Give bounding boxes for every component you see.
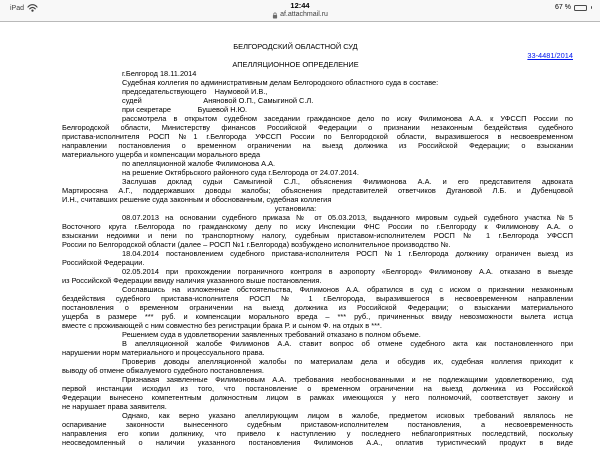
document-line: оспаривание законности вынесенного судебным приставом-исполнителем постановления, а несвоевременность xyxy=(62,420,573,429)
document-line: постановления о временном ограничении на выезд должника из Российской Федерации; о взыскании материального xyxy=(62,303,573,312)
document-line: Судебная коллегия по административным делам Белгородского областного суда в составе: xyxy=(122,78,439,87)
document-line: из Российской Федерации ввиду наличия указанного выше постановления. xyxy=(62,276,322,285)
status-bar xyxy=(0,0,600,22)
document-line: по апелляционной жалобе Филимонова А.А. xyxy=(122,159,276,168)
document-line: АПЕЛЛЯЦИОННОЕ ОПРЕДЕЛЕНИЕ xyxy=(232,60,359,69)
document-page xyxy=(0,22,600,447)
status-right xyxy=(555,4,592,11)
document-line: при секретаре Бушевой Н.Ю. xyxy=(122,105,248,114)
url-label: af.attachmail.ru xyxy=(280,11,328,18)
battery-percent-label: 67 % xyxy=(555,4,571,11)
document-line: И.Н., считавших решение суда законным и обоснованным, судебная коллегия xyxy=(62,195,332,204)
document-line: 02.05.2014 при прохождении пограничного контроля в аэропорту «Белгород» Филимонову А.А. отказано в выезде xyxy=(122,267,573,276)
document-line: Мартиросяна А.Г., поддержавших доводы жалобы; объяснения представителей ответчиков Дугановой Л.Б. и Дубенцовой xyxy=(62,186,573,195)
carrier-label: iPad xyxy=(10,4,25,12)
document-line: пристава-исполнителя РОСП №1 г.Белгорода УФССП России по Белгородской области, выразившегося в несвоевременном xyxy=(62,132,573,141)
document-line: Федерации вынесено компетентным должностным лицом в рамках имеющихся у него полномочий, соответствует закону и xyxy=(62,393,573,402)
document-line: направлении постановления о временном ограничении на выезд должника из Российской Федерации; о взыскании xyxy=(62,141,573,150)
battery-nub xyxy=(591,6,593,9)
document-line: материального ущерба и компенсации морального вреда xyxy=(62,150,261,159)
document-line: Российской Федерации. xyxy=(62,258,145,267)
address-bar[interactable] xyxy=(0,11,600,19)
document-line: судей Аняновой О.П., Самыгиной С.Л. xyxy=(122,96,314,105)
document-line: рассмотрела в открытом судебном заседании гражданское дело по иску Филимонова А.А. к УФССП России по xyxy=(122,114,573,123)
document-line: Проверив доводы апелляционной жалобы по материалам дела и обсудив их, судебная коллегия приходит к xyxy=(122,357,573,366)
clock: 12:44 xyxy=(290,1,310,10)
document-line: установила: xyxy=(274,204,317,213)
lock-icon xyxy=(272,12,278,19)
document-line: Белгородской области, Министерству финансов Российской Федерации о признании незаконным бездействия судебного xyxy=(62,123,573,132)
document-line: направления его копии должнику, что привело к наступлению у последнего неблагоприятных последствий, поскольку xyxy=(62,429,573,438)
document-line: Восточного круга г.Белгорода по гражданскому делу по иску Инспекции ФНС России по г.Белгороду к Филимонову А.А. о xyxy=(62,222,573,231)
document-line: бездействия судебного пристава-исполнителя РОСП № 1 г.Белгорода, выразившегося в несвоевременном направлении xyxy=(62,294,573,303)
document-line: вместе с проживающей с ним совместно без регистрации брака Р. и сыном Ф. на отдых в ***. xyxy=(62,321,382,330)
document-line: первой инстанции исходил из того, что постановление о временном ограничении на выезд должника из Российской xyxy=(62,384,573,393)
document-line: председательствующего Наумовой И.В., xyxy=(122,87,268,96)
document-line: России по Белгородской области (далее – РОСП №1 г.Белгорода) возбуждено исполнительное производство №. xyxy=(62,240,451,249)
document-line: нарушении норм материального и процессуального права. xyxy=(62,348,265,357)
document-line: взыскании недоимки и пени по транспортному налогу, судебным приставом-исполнителем РОСП № 1 г.Белгорода УФССП xyxy=(62,231,573,240)
document-line: 18.04.2014 постановлением судебного пристава-исполнителя РОСП №1 г.Белгорода должнику ограничен выезд из xyxy=(122,249,573,258)
document-line: на решение Октябрьского районного суда г.Белгорода от 24.07.2014. xyxy=(122,168,359,177)
document-line: 08.07.2013 на основании судебного приказа № от 05.03.2013, выданного мировым судьей судебного участка №5 xyxy=(122,213,573,222)
document-line: Заслушав доклад судьи Самыгиной С.Л., объяснения Филимонова А.А. и его представителя адвоката xyxy=(122,177,573,186)
document-line: Сославшись на изложенные обстоятельства, Филимонов А.А. обратился в суд с иском о признании незаконным xyxy=(122,285,573,294)
document-line: В апелляционной жалобе Филимонов А.А. ставит вопрос об отмене судебного акта как постановленного при xyxy=(122,339,573,348)
document-line: неосведомленный о наличии указанного постановления Филимонов А.А., оплатив туристический продукт в виде xyxy=(62,438,573,447)
document-line: г.Белгород 18.11.2014 xyxy=(122,69,197,78)
document-line: Решением суда в удовлетворении заявленных требований отказано в полном объеме. xyxy=(122,330,421,339)
document-line: ущерба в размере *** руб. и компенсации морального вреда – *** руб., причиненных ввиду невозможности вылета истца xyxy=(62,312,573,321)
document-line: выводу об отмене обжалуемого судебного постановления. xyxy=(62,366,264,375)
battery-icon xyxy=(574,5,587,11)
status-center xyxy=(0,2,600,19)
document-line: не нарушает права заявителя. xyxy=(62,402,167,411)
case-number-link[interactable]: 33-4481/2014 xyxy=(527,51,573,60)
case-number-line xyxy=(62,51,573,60)
document-line: БЕЛГОРОДСКИЙ ОБЛАСТНОЙ СУД xyxy=(233,42,358,51)
document-line: Признавая заявленные Филимоновым А.А. требования необоснованными и не подлежащими удовлетворению, суд xyxy=(122,375,573,384)
document-line: Однако, как верно указано апеллирующим лицом в жалобе, предметом исковых требований являлось не xyxy=(122,411,573,420)
